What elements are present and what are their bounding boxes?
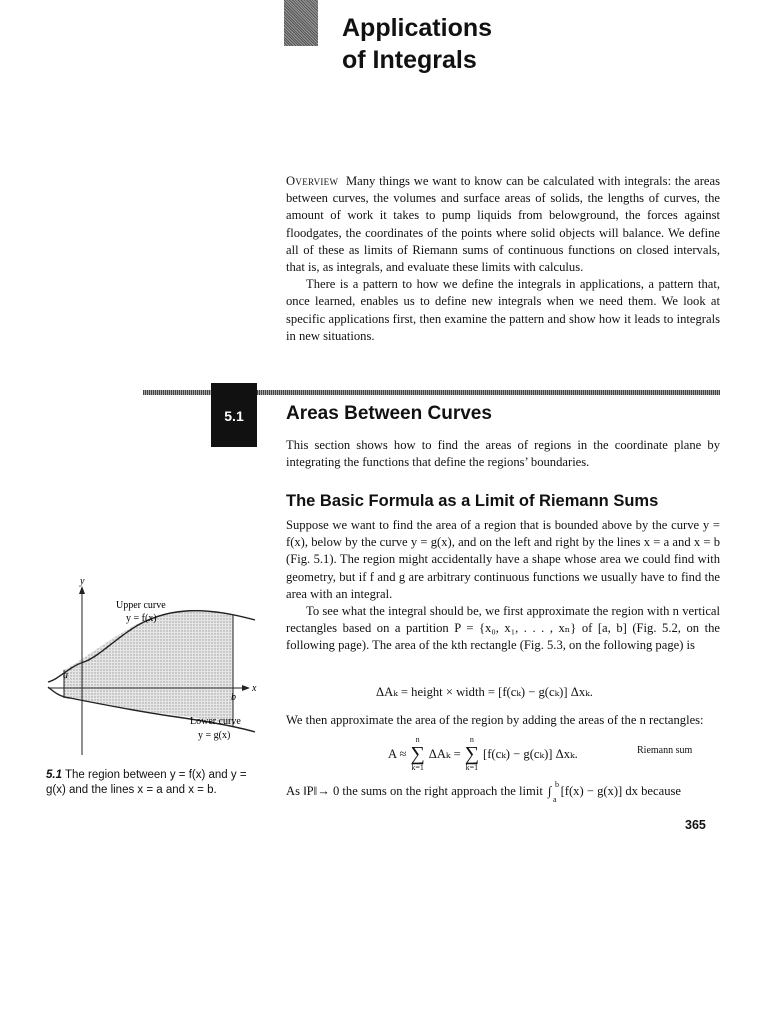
y-axis-arrow-icon [79, 586, 85, 594]
subsection-title: The Basic Formula as a Limit of Riemann Sums [286, 492, 659, 510]
upper-curve-label2: y = f(x) [126, 613, 157, 624]
subsection-para4 [286, 780, 720, 804]
sigma-icon: ∑ [464, 743, 480, 765]
chapter-title-line2: of Integrals [342, 46, 477, 74]
eq-rhs: [f(cₖ) − g(cₖ)] Δxₖ. [483, 747, 578, 761]
para4-end: [f(x) − g(x)] dx because [560, 784, 681, 798]
section-intro: This section shows how to find the areas of regions in the coordinate plane by integrating the functions that define the regions’ boundaries. [286, 438, 720, 470]
integral-symbol [547, 780, 559, 804]
chapter-title-line1: Applications [342, 14, 493, 42]
chapter-marker [284, 0, 318, 46]
x-axis-arrow-icon [242, 685, 250, 691]
sum-bottom-2: k=1 [465, 763, 479, 772]
overview-label: Overview [286, 174, 339, 188]
eq-lhs: A ≈ [388, 746, 407, 761]
subsection-para2: To see what the integral should be, we first approximate the region with n vertical rectangles based on a partition P = {x₀, x₁, . . . , xₙ} of [a, b] (Fig. 5.2, on the following page). The area of the kth rectangle (Fig. 5.3, on the following page) is [286, 604, 720, 653]
figure-caption-number: 5.1 [46, 769, 62, 781]
page-number: 365 [685, 818, 706, 832]
chapter-title [342, 12, 492, 76]
subsection-paragraphs [286, 517, 720, 655]
equation-area-rectangle: ΔAₖ = height × width = [f(cₖ) − g(cₖ)] Δxₖ. [376, 685, 593, 699]
overview-para1 [286, 173, 720, 276]
sum-top-2: n [469, 735, 474, 744]
upper-curve-label1: Upper curve [116, 600, 166, 611]
para4-start: As ‖P‖→ 0 the sums on the right approach the limit [286, 784, 543, 798]
integral-sign: ∫ [547, 784, 552, 798]
overview-para2: There is a pattern to how we define the integrals in applications, a pattern that, once learned, enables us to define new integrals when we need them. We look at specific applications first, then examine the pattern and show how it leads to integrals in new situations. [286, 277, 720, 343]
lower-curve-label1: Lower curve [190, 716, 241, 727]
section-number: 5.1 [224, 408, 244, 424]
sum-symbol-1 [410, 736, 424, 772]
section-title: Areas Between Curves [286, 403, 492, 424]
a-label: a [63, 670, 68, 681]
figure-caption [46, 768, 266, 798]
y-axis-label: y [80, 576, 85, 587]
riemann-sum-note: Riemann sum [637, 745, 693, 756]
lower-curve-label2: y = g(x) [198, 730, 231, 741]
subsection-para3: We then approximate the area of the region by adding the areas of the n rectangles: [286, 713, 704, 727]
sum-top-1: n [415, 735, 420, 744]
shaded-region [64, 610, 233, 725]
sum-symbol-2 [465, 736, 479, 772]
subsection-para1: Suppose we want to find the area of a region that is bounded above by the curve y = f(x), below by the curve y = g(x), and on the left and right by the lines x = a and x = b (Fig. 5.1). The region might accidentally have a shape whose area we could find with geometry, but if f and g are arbitrary continuous functions we usually have to find the area with an integral. [286, 518, 720, 601]
figure-5-1 [40, 570, 270, 765]
integral-lower: a [552, 795, 557, 804]
equation-riemann-sum [388, 736, 578, 772]
overview-text1: Many things we want to know can be calculated with integrals: the areas between curves, the volumes and surface areas of solids, the lengths of curves, the amount of work it takes to pump liquids from belowground, the forces against floodgates, the coordinates of the points where solid objects will balance. We define all of these as limits of Riemann sums of continuous functions on closed intervals, that is, as integrals, and evaluate these limits with calculus. [286, 174, 720, 275]
x-axis-label: x [252, 683, 257, 694]
eq-mid: ΔAₖ = [428, 747, 461, 761]
integral-upper: b [554, 780, 559, 789]
sigma-icon: ∑ [410, 743, 425, 765]
b-label: b [231, 692, 236, 703]
sum-bottom-1: k=1 [411, 763, 424, 772]
figure-caption-text: The region between y = f(x) and y = g(x) and the lines x = a and x = b. [46, 769, 247, 796]
overview [286, 173, 720, 345]
